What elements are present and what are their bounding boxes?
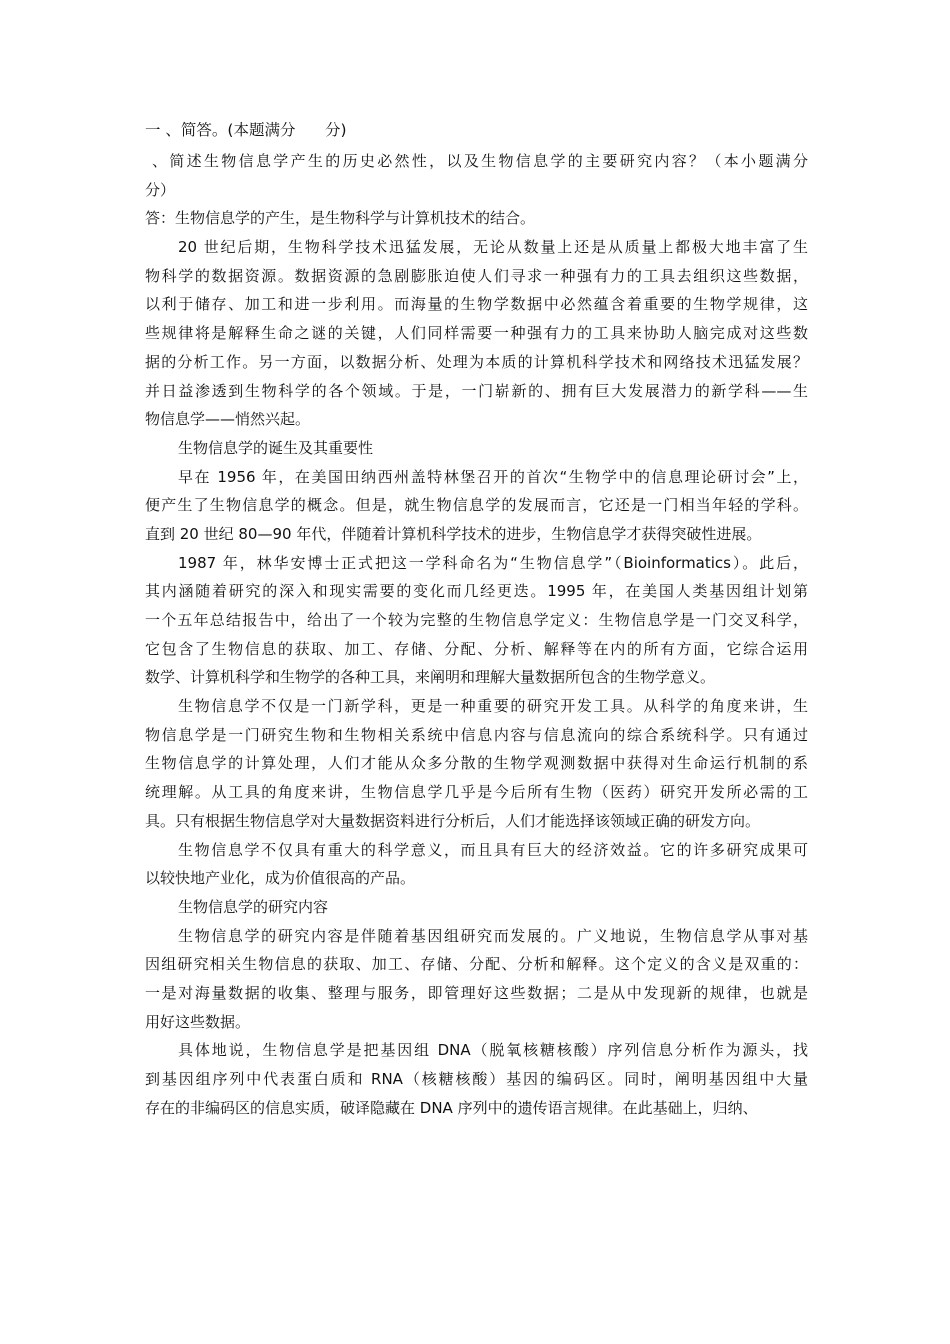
paragraph-line: 具。只有根据生物信息学对大量数据资料进行分析后，人们才能选择该领域正确的研发方向。 bbox=[145, 811, 761, 830]
subheading-line: 生物信息学的诞生及其重要性 bbox=[178, 438, 374, 457]
paragraph-line: 存在的非编码区的信息实质，破译隐藏在 DNA 序列中的遗传语言规律。在此基础上，归纳、 bbox=[145, 1098, 758, 1117]
paragraph-line: 具体地说，生物信息学是把基因组 DNA（脱氧核糖核酸）序列信息分析作为源头，找 bbox=[178, 1041, 808, 1060]
paragraph-line: 据的分析工作。另一方面，以数据分析、处理为本质的计算机科学技术和网络技术迅猛发展？ bbox=[145, 352, 808, 371]
paragraph-line: 物信息学是一门研究生物和生物相关系统中信息内容与信息流向的综合系统科学。只有通过 bbox=[145, 725, 808, 744]
question-line: 、简述生物信息学产生的历史必然性，以及生物信息学的主要研究内容？（本小题满分 bbox=[152, 152, 808, 170]
paragraph-line: 以利于储存、加工和进一步利用。而海量的生物学数据中必然蕴含着重要的生物学规律，这 bbox=[145, 295, 808, 314]
paragraph-line: 因组研究相关生物信息的获取、加工、存储、分配、分析和解释。这个定义的含义是双重的： bbox=[145, 955, 808, 974]
paragraph-line: 些规律将是解释生命之谜的关键，人们同样需要一种强有力的工具来协助人脑完成对这些数 bbox=[145, 324, 808, 343]
paragraph-line: 一是对海量数据的收集、整理与服务，即管理好这些数据；二是从中发现新的规律，也就是 bbox=[145, 983, 808, 1002]
paragraph-line: 早在 1956 年，在美国田纳西州盖特林堡召开的首次“生物学中的信息理论研讨会”上， bbox=[178, 467, 808, 486]
paragraph-line: 数学、计算机科学和生物学的各种工具，来阐明和理解大量数据所包含的生物学意义。 bbox=[145, 668, 716, 687]
paragraph-line: 1987 年，林华安博士正式把这一学科命名为“生物信息学”（Bioinformatics）。此后， bbox=[178, 553, 808, 572]
paragraph-line: 20 世纪后期，生物科学技术迅猛发展，无论从数量上还是从质量上都极大地丰富了生 bbox=[178, 238, 808, 257]
paragraph-line: 它包含了生物信息的获取、加工、存储、分配、分析、解释等在内的所有方面，它综合运用 bbox=[145, 639, 808, 658]
paragraph-line: 一个五年总结报告中，给出了一个较为完整的生物信息学定义：生物信息学是一门交叉科学， bbox=[145, 611, 808, 629]
paragraph-line: 以较快地产业化，成为价值很高的产品。 bbox=[145, 869, 416, 888]
paragraph-line: 统理解。从工具的角度来讲，生物信息学几乎是今后所有生物（医药）研究开发所必需的工 bbox=[145, 783, 808, 802]
paragraph-line: 生物信息学不仅具有重大的科学意义，而且具有巨大的经济效益。它的许多研究成果可 bbox=[178, 840, 808, 859]
paragraph-line: 到基因组序列中代表蛋白质和 RNA（核糖核酸）基因的编码区。同时，阐明基因组中大量 bbox=[145, 1070, 808, 1088]
document-body bbox=[145, 116, 808, 1122]
paragraph-line: 便产生了生物信息学的概念。但是，就生物信息学的发展而言，它还是一门相当年轻的学科。 bbox=[145, 496, 808, 515]
paragraph-line: 生物信息学不仅是一门新学科，更是一种重要的研究开发工具。从科学的角度来讲，生 bbox=[178, 697, 808, 716]
section-heading: 一 、简答。(本题满分 分) bbox=[145, 121, 347, 139]
paragraph-line: 生物信息学的研究内容是伴随着基因组研究而发展的。广义地说，生物信息学从事对基 bbox=[178, 926, 808, 945]
paragraph-line: 物信息学——悄然兴起。 bbox=[145, 410, 311, 429]
paragraph-line: 直到 20 世纪 80—90 年代，伴随着计算机科学技术的进步，生物信息学才获得突破性进展。 bbox=[145, 524, 762, 543]
question-line: 分） bbox=[145, 180, 176, 199]
paragraph-line: 生物信息学的计算处理，人们才能从众多分散的生物学观测数据中获得对生命运行机制的系 bbox=[145, 754, 808, 773]
answer-intro: 答：生物信息学的产生，是生物科学与计算机技术的结合。 bbox=[145, 209, 536, 228]
paragraph-line: 并日益渗透到生物科学的各个领域。于是，一门崭新的、拥有巨大发展潜力的新学科——生 bbox=[145, 381, 808, 400]
paragraph-line: 物科学的数据资源。数据资源的急剧膨胀迫使人们寻求一种强有力的工具去组织这些数据， bbox=[145, 266, 808, 285]
subheading-line: 生物信息学的研究内容 bbox=[178, 897, 329, 916]
paragraph-line: 其内涵随着研究的深入和现实需要的变化而几经更迭。1995 年，在美国人类基因组计划第 bbox=[145, 582, 808, 601]
paragraph-line: 用好这些数据。 bbox=[145, 1012, 251, 1031]
